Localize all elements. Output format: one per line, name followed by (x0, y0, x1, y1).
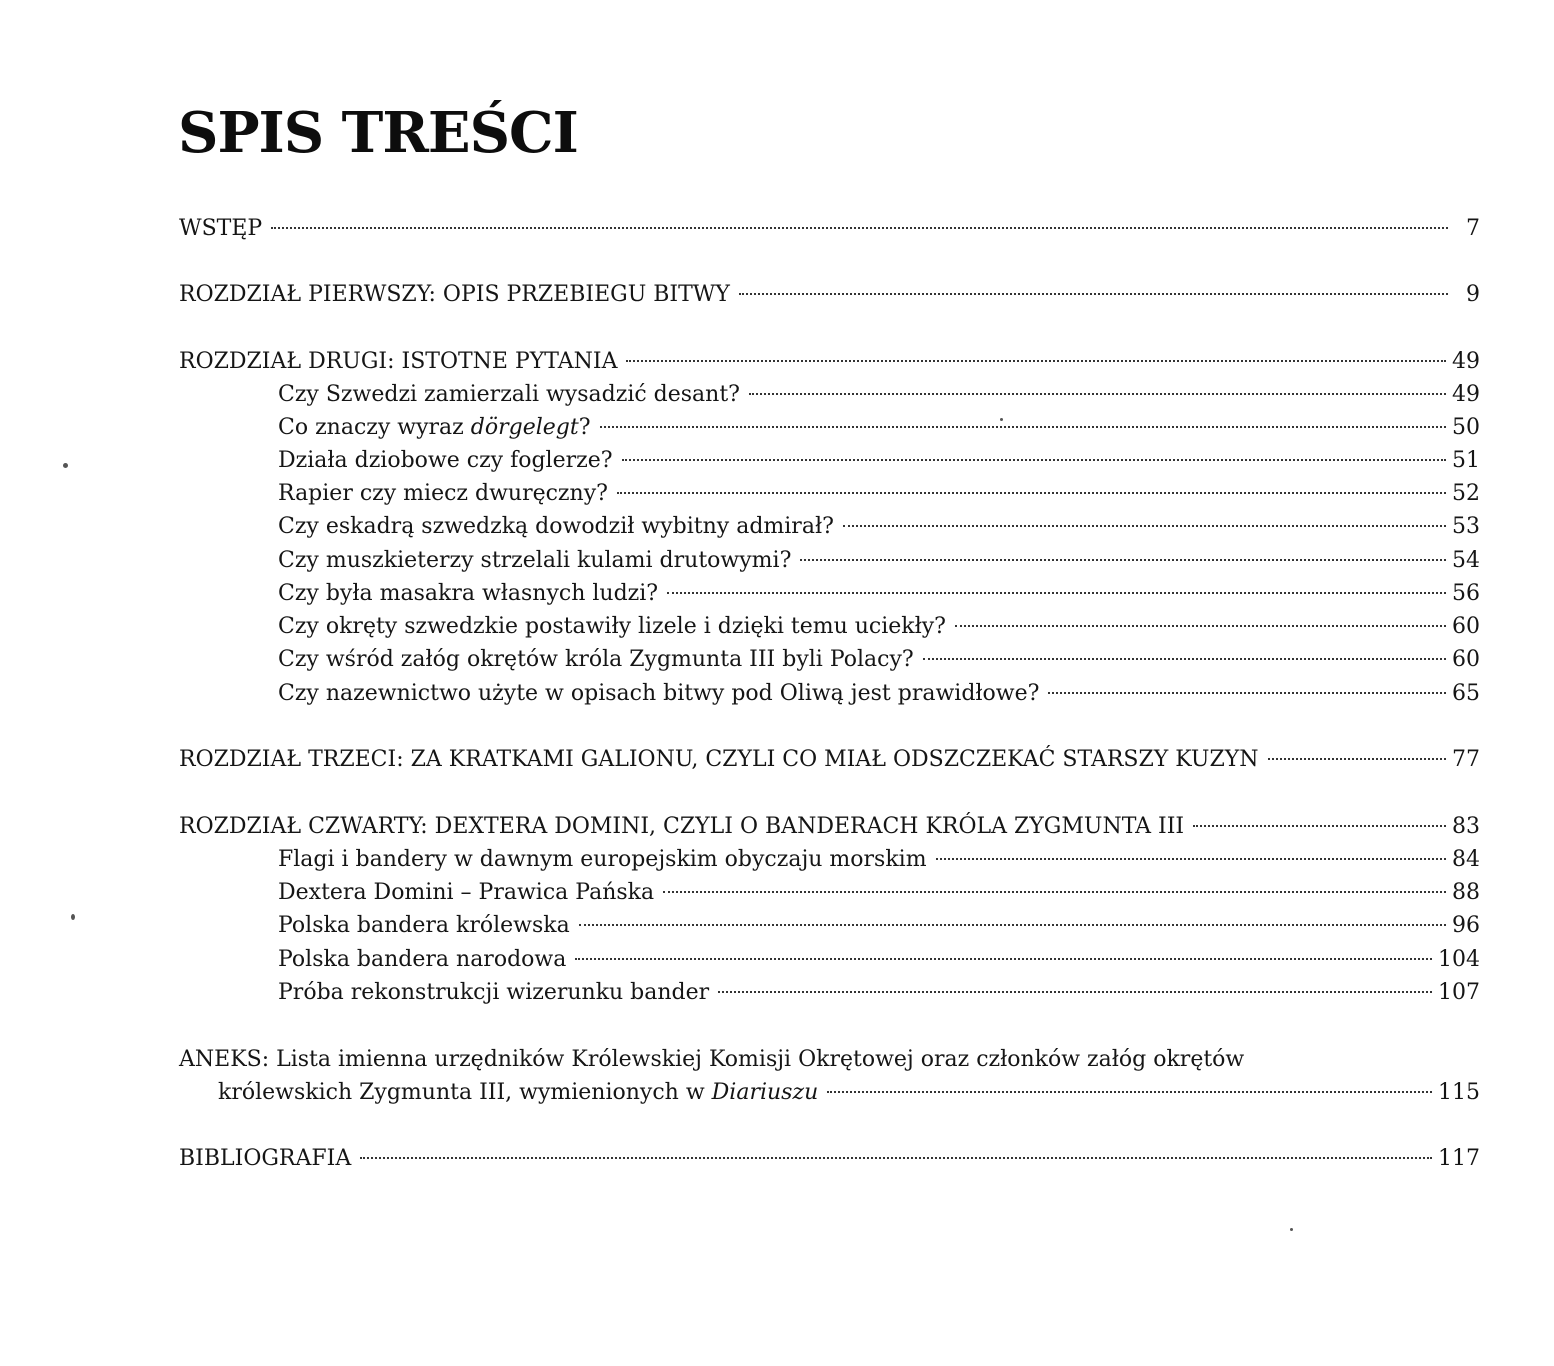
toc-subentry[interactable] (278, 444, 1480, 477)
toc-entry-label: Czy okręty szwedzkie postawiły lizele i dzięki temu uciekły? (278, 614, 946, 639)
toc-page-number: 9 (1466, 282, 1480, 307)
dot-leader (843, 525, 1446, 527)
toc-entry-label: Czy nazewnictwo użyte w opisach bitwy pod Oliwą jest prawidłowe? (278, 681, 1040, 706)
label-text: ? (578, 415, 591, 440)
toc-page-number: 50 (1452, 415, 1480, 440)
toc-page-number: 65 (1452, 681, 1480, 706)
toc-page-number: 77 (1452, 747, 1480, 772)
toc-entry-label (278, 411, 591, 444)
toc-entry-label: Rapier czy miecz dwuręczny? (278, 481, 608, 506)
dot-leader (800, 559, 1446, 561)
toc-page-number: 53 (1452, 514, 1480, 539)
toc-entry-aneks-line-1[interactable]: ANEKS: Lista imienna urzędników Królewskiej Komisji Okrętowej oraz członków załóg okrętów (179, 1047, 1245, 1072)
scan-speck (71, 914, 75, 920)
toc-entry-label: ROZDZIAŁ PIERWSZY: OPIS PRZEBIEGU BITWY (179, 282, 730, 307)
toc-entry-label: Flagi i bandery w dawnym europejskim obyczaju morskim (278, 847, 927, 872)
toc-page-number: 104 (1438, 947, 1480, 972)
toc-entry-label: Polska bandera narodowa (278, 947, 567, 972)
toc-entry-wstep[interactable] (179, 212, 1480, 245)
toc-subentry[interactable] (278, 544, 1480, 577)
toc-page-number: 115 (1438, 1080, 1480, 1105)
toc-entry-label: Działa dziobowe czy foglerze? (278, 448, 613, 473)
dot-leader (622, 459, 1446, 461)
toc-entry-label: BIBLIOGRAFIA (179, 1146, 352, 1171)
toc-subentry[interactable] (278, 411, 1480, 444)
toc-entry-chapter-4[interactable] (179, 810, 1480, 843)
dot-leader (271, 227, 1448, 229)
dot-leader (667, 592, 1446, 594)
dot-leader (617, 492, 1446, 494)
toc-entry-label: Próba rekonstrukcji wizerunku bander (278, 980, 710, 1005)
dot-leader (923, 658, 1446, 660)
toc-subentry[interactable] (278, 477, 1480, 510)
toc-subentry[interactable] (278, 876, 1480, 909)
toc-page-number: 56 (1452, 581, 1480, 606)
toc-page-number: 7 (1466, 216, 1480, 241)
toc-subentry[interactable] (278, 909, 1480, 942)
dot-leader (827, 1091, 1432, 1093)
toc-subentry[interactable] (278, 643, 1480, 676)
dot-leader (718, 991, 1432, 993)
toc-page-number: 60 (1452, 614, 1480, 639)
toc-subentry[interactable] (278, 610, 1480, 643)
toc-entry-label: ROZDZIAŁ DRUGI: ISTOTNE PYTANIA (179, 349, 618, 374)
toc-subentry[interactable] (278, 510, 1480, 543)
toc-page-number: 60 (1452, 647, 1480, 672)
toc-entry-label: Czy była masakra własnych ludzi? (278, 581, 659, 606)
dot-leader (739, 293, 1448, 295)
dot-leader (1193, 825, 1446, 827)
toc-subentry[interactable] (278, 378, 1480, 411)
page-title: SPIS TREŚCI (178, 100, 578, 166)
label-italic-text: dörgelegt (470, 415, 579, 440)
toc-entry-label: ROZDZIAŁ CZWARTY: DEXTERA DOMINI, CZYLI O BANDERACH KRÓLA ZYGMUNTA III (179, 814, 1185, 839)
dot-leader (936, 858, 1446, 860)
toc-page-number: 54 (1452, 548, 1480, 573)
dot-leader (663, 891, 1446, 893)
toc-page-number: 96 (1452, 913, 1480, 938)
toc-entry-label: Czy eskadrą szwedzką dowodził wybitny admirał? (278, 514, 834, 539)
toc-entry-chapter-2[interactable] (179, 345, 1480, 378)
toc-page-number: 83 (1452, 814, 1480, 839)
toc-page-number: 51 (1452, 448, 1480, 473)
toc-entry-aneks-line-2[interactable] (218, 1076, 1480, 1109)
toc-entry-chapter-1[interactable] (179, 278, 1480, 311)
dot-leader (579, 924, 1446, 926)
toc-entry-label: ROZDZIAŁ TRZECI: ZA KRATKAMI GALIONU, CZYLI CO MIAŁ ODSZCZEKAĆ STARSZY KUZYN (179, 747, 1259, 772)
toc-page-number: 107 (1438, 980, 1480, 1005)
toc-entry-label: Dextera Domini – Prawica Pańska (278, 880, 655, 905)
dot-leader (360, 1157, 1432, 1159)
toc-page-number: 117 (1438, 1146, 1480, 1171)
dot-leader (1268, 758, 1446, 760)
toc-subentry[interactable] (278, 843, 1480, 876)
toc-subentry[interactable] (278, 577, 1480, 610)
dot-leader (626, 360, 1446, 362)
dot-leader (575, 958, 1432, 960)
toc-entry-label: Czy muszkieterzy strzelali kulami drutowymi? (278, 548, 792, 573)
dot-leader (600, 426, 1447, 428)
toc-page-number: 49 (1452, 349, 1480, 374)
toc-entry-chapter-3[interactable] (179, 743, 1480, 776)
toc-entry-label: Czy wśród załóg okrętów króla Zygmunta III byli Polacy? (278, 647, 914, 672)
toc-subentry[interactable] (278, 976, 1480, 1009)
toc-entry-label (218, 1076, 818, 1109)
toc-entry-bibliografia[interactable] (179, 1142, 1480, 1175)
label-text: królewskich Zygmunta III, wymienionych w (218, 1080, 712, 1105)
toc-page-number: 49 (1452, 382, 1480, 407)
toc-subentry[interactable] (278, 943, 1480, 976)
dot-leader (1048, 692, 1446, 694)
toc-entry-label: Czy Szwedzi zamierzali wysadzić desant? (278, 382, 740, 407)
scan-speck (63, 463, 68, 468)
toc-subentry[interactable] (278, 677, 1480, 710)
dot-leader (955, 625, 1446, 627)
scan-speck (1000, 418, 1003, 421)
dot-leader (749, 393, 1446, 395)
scan-speck (1290, 1228, 1293, 1231)
label-text: Co znaczy wyraz (278, 415, 471, 440)
toc-entry-label: WSTĘP (179, 216, 263, 241)
toc-page-number: 52 (1452, 481, 1480, 506)
label-italic-text: Diariuszu (711, 1080, 819, 1105)
toc-entry-label: Polska bandera królewska (278, 913, 570, 938)
toc-page-number: 88 (1452, 880, 1480, 905)
toc-page-number: 84 (1452, 847, 1480, 872)
